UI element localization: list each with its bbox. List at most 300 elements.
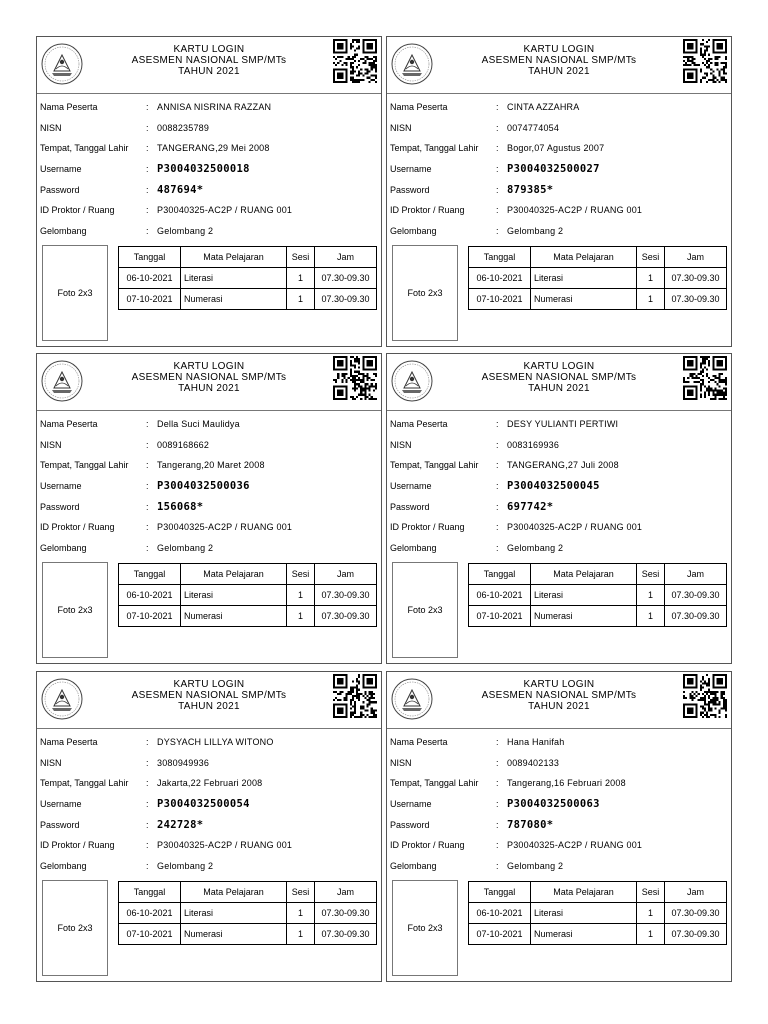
field-colon: :	[146, 122, 149, 133]
field-username	[390, 159, 730, 180]
field-proctor	[40, 835, 380, 856]
field-nisn	[390, 435, 730, 456]
schedule-header-row	[119, 247, 377, 268]
field-wave	[40, 221, 380, 242]
schedule-header-cell: Jam	[665, 882, 727, 903]
field-colon: :	[146, 522, 149, 533]
participant-password: 697742*	[507, 500, 554, 513]
participant-nisn: 3080949936	[157, 757, 210, 768]
field-password	[390, 815, 730, 836]
schedule-header-cell: Jam	[315, 564, 377, 585]
schedule-cell: 07.30-09.30	[315, 903, 377, 924]
participant-birth: Tangerang,20 Maret 2008	[157, 460, 265, 471]
schedule-row	[469, 606, 727, 627]
field-colon: :	[146, 861, 149, 872]
field-label: Nama Peserta	[40, 737, 98, 747]
schedule-header-cell: Tanggal	[469, 247, 531, 268]
schedule-table	[118, 563, 377, 627]
field-colon: :	[146, 102, 149, 112]
tut-wuri-handayani-logo-icon	[40, 677, 84, 721]
photo-label: Foto 2x3	[407, 288, 443, 298]
field-label: ID Proktor / Ruang	[390, 522, 465, 533]
schedule-cell: 1	[637, 903, 665, 924]
field-label: ID Proktor / Ruang	[40, 205, 115, 216]
participant-username: P3004032500027	[507, 163, 600, 176]
schedule-header-cell: Sesi	[287, 564, 315, 585]
field-wave	[390, 221, 730, 242]
field-birth	[40, 773, 380, 794]
schedule-cell: 06-10-2021	[469, 903, 531, 924]
schedule-cell: 1	[287, 903, 315, 924]
field-colon: :	[146, 205, 149, 216]
field-label: NISN	[390, 122, 412, 133]
schedule-row	[469, 924, 727, 945]
participant-username: P3004032500018	[157, 163, 250, 176]
card-subtitle: ASESMEN NASIONAL SMP/MTs	[131, 690, 287, 701]
schedule-header-cell: Jam	[315, 247, 377, 268]
field-label: Tempat, Tanggal Lahir	[390, 460, 479, 471]
participant-name: CINTA AZZAHRA	[507, 102, 580, 112]
participant-password: 242728*	[157, 818, 204, 831]
field-label: Tempat, Tanggal Lahir	[40, 143, 129, 154]
schedule-cell: 07.30-09.30	[315, 606, 377, 627]
card-title: KARTU LOGIN	[173, 44, 245, 55]
schedule-header-cell: Sesi	[637, 247, 665, 268]
field-colon: :	[146, 164, 149, 175]
participant-birth: Jakarta,22 Februari 2008	[157, 778, 263, 789]
field-label: Gelombang	[40, 861, 87, 872]
field-colon: :	[146, 481, 149, 492]
schedule-cell: Numerasi	[531, 606, 637, 627]
field-colon: :	[146, 757, 149, 768]
schedule-row	[469, 268, 727, 289]
field-username	[40, 159, 380, 180]
participant-wave: Gelombang 2	[157, 861, 214, 872]
field-username	[40, 794, 380, 815]
participant-password: 787080*	[507, 818, 554, 831]
schedule-table	[118, 881, 377, 945]
schedule-cell: 07.30-09.30	[315, 289, 377, 310]
participant-wave: Gelombang 2	[157, 543, 214, 554]
schedule-header-row	[469, 882, 727, 903]
schedule-cell: 06-10-2021	[119, 268, 181, 289]
field-colon: :	[146, 778, 149, 789]
schedule-cell: 07-10-2021	[469, 924, 531, 945]
field-proctor	[390, 835, 730, 856]
card-header	[387, 354, 731, 411]
field-colon: :	[496, 522, 499, 533]
field-label: Password	[40, 819, 80, 830]
field-username	[390, 794, 730, 815]
schedule-cell: 07.30-09.30	[665, 289, 727, 310]
field-colon: :	[496, 460, 499, 471]
qr-code-icon	[683, 356, 727, 400]
card-header	[37, 354, 381, 411]
schedule-cell: Literasi	[181, 585, 287, 606]
tut-wuri-handayani-logo-icon	[40, 42, 84, 86]
photo-label: Foto 2x3	[57, 605, 93, 615]
login-card	[36, 36, 382, 347]
schedule-row	[119, 924, 377, 945]
field-colon: :	[496, 205, 499, 216]
field-label: Username	[40, 799, 82, 810]
field-label: ID Proktor / Ruang	[40, 522, 115, 533]
participant-password: 156068*	[157, 500, 204, 513]
field-label: Nama Peserta	[40, 102, 98, 112]
field-label: Username	[40, 164, 82, 175]
field-username	[390, 476, 730, 497]
field-colon: :	[146, 143, 149, 154]
participant-name: Della Suci Maulidya	[157, 419, 240, 429]
field-colon: :	[496, 481, 499, 492]
field-nisn	[390, 118, 730, 139]
field-colon: :	[496, 143, 499, 154]
field-label: Password	[40, 184, 80, 195]
field-label: Username	[390, 799, 432, 810]
participant-password: 879385*	[507, 183, 554, 196]
card-header	[387, 672, 731, 729]
schedule-cell: 1	[287, 924, 315, 945]
photo-label: Foto 2x3	[407, 605, 443, 615]
schedule-row	[469, 289, 727, 310]
schedule-header-cell: Mata Pelajaran	[181, 882, 287, 903]
field-colon: :	[496, 102, 499, 112]
schedule-header-cell: Jam	[665, 247, 727, 268]
card-year: TAHUN 2021	[178, 66, 240, 77]
field-colon: :	[146, 543, 149, 554]
participant-name: ANNISA NISRINA RAZZAN	[157, 102, 272, 112]
card-title-block	[97, 361, 321, 394]
participant-fields	[40, 414, 380, 559]
field-proctor	[390, 517, 730, 538]
card-subtitle: ASESMEN NASIONAL SMP/MTs	[481, 690, 637, 701]
card-title: KARTU LOGIN	[523, 361, 595, 372]
qr-code-icon	[683, 674, 727, 718]
participant-birth: TANGERANG,27 Juli 2008	[507, 460, 619, 471]
schedule-cell: 07-10-2021	[119, 289, 181, 310]
field-label: Password	[390, 184, 430, 195]
schedule-cell: 1	[637, 606, 665, 627]
schedule-cell: 07.30-09.30	[665, 268, 727, 289]
card-header	[37, 37, 381, 94]
schedule-cell: 07.30-09.30	[665, 585, 727, 606]
schedule-cell: 07-10-2021	[469, 289, 531, 310]
photo-label: Foto 2x3	[57, 288, 93, 298]
schedule-cell: 07-10-2021	[119, 606, 181, 627]
field-label: NISN	[40, 439, 62, 450]
schedule-cell: 07-10-2021	[119, 924, 181, 945]
field-colon: :	[496, 164, 499, 175]
schedule-row	[119, 903, 377, 924]
participant-name: DESY YULIANTI PERTIWI	[507, 419, 619, 429]
schedule-table	[118, 246, 377, 310]
schedule-header-cell: Tanggal	[119, 882, 181, 903]
schedule-header-cell: Mata Pelajaran	[181, 247, 287, 268]
card-year: TAHUN 2021	[528, 383, 590, 394]
schedule-cell: 07.30-09.30	[315, 585, 377, 606]
card-header	[37, 672, 381, 729]
participant-proctor: P30040325-AC2P / RUANG 001	[507, 205, 643, 216]
schedule-row	[119, 289, 377, 310]
schedule-row	[469, 585, 727, 606]
participant-password: 487694*	[157, 183, 204, 196]
schedule-cell: Literasi	[181, 268, 287, 289]
field-birth	[40, 455, 380, 476]
field-colon: :	[496, 501, 499, 512]
field-colon: :	[146, 840, 149, 851]
schedule-cell: 1	[637, 585, 665, 606]
field-label: Username	[40, 481, 82, 492]
field-proctor	[40, 200, 380, 221]
field-label: NISN	[40, 757, 62, 768]
card-year: TAHUN 2021	[178, 383, 240, 394]
field-label: Nama Peserta	[40, 419, 98, 429]
schedule-header-cell: Tanggal	[119, 247, 181, 268]
qr-code-icon	[333, 356, 377, 400]
schedule-cell: Numerasi	[181, 289, 287, 310]
card-subtitle: ASESMEN NASIONAL SMP/MTs	[131, 372, 287, 383]
field-proctor	[390, 200, 730, 221]
field-nisn	[40, 753, 380, 774]
login-card	[36, 671, 382, 982]
schedule-cell: Literasi	[531, 903, 637, 924]
field-colon: :	[496, 419, 499, 429]
photo-label: Foto 2x3	[57, 923, 93, 933]
schedule-row	[469, 903, 727, 924]
schedule-cell: 1	[287, 585, 315, 606]
field-label: NISN	[390, 757, 412, 768]
field-birth	[40, 138, 380, 159]
card-title-block	[97, 679, 321, 712]
field-label: Tempat, Tanggal Lahir	[390, 778, 479, 789]
field-colon: :	[496, 543, 499, 554]
qr-code-icon	[683, 39, 727, 83]
card-title: KARTU LOGIN	[523, 44, 595, 55]
schedule-cell: 07.30-09.30	[665, 903, 727, 924]
field-label: Gelombang	[390, 226, 437, 237]
login-card	[386, 353, 732, 664]
card-year: TAHUN 2021	[528, 66, 590, 77]
schedule-header-cell: Sesi	[287, 882, 315, 903]
field-name	[40, 414, 380, 435]
schedule-row	[119, 268, 377, 289]
field-nisn	[390, 753, 730, 774]
schedule-cell: 07.30-09.30	[315, 268, 377, 289]
schedule-table	[468, 563, 727, 627]
field-name	[390, 732, 730, 753]
tut-wuri-handayani-logo-icon	[390, 677, 434, 721]
field-label: NISN	[390, 439, 412, 450]
participant-proctor: P30040325-AC2P / RUANG 001	[157, 840, 293, 851]
field-label: Gelombang	[390, 861, 437, 872]
schedule-cell: 06-10-2021	[469, 585, 531, 606]
field-colon: :	[146, 460, 149, 471]
field-colon: :	[496, 439, 499, 450]
schedule-cell: 1	[637, 268, 665, 289]
field-label: Password	[40, 501, 80, 512]
card-year: TAHUN 2021	[528, 701, 590, 712]
field-label: Nama Peserta	[390, 102, 448, 112]
schedule-cell: Literasi	[181, 903, 287, 924]
schedule-table	[468, 881, 727, 945]
field-label: ID Proktor / Ruang	[390, 840, 465, 851]
photo-placeholder	[42, 880, 108, 976]
schedule-header-row	[469, 247, 727, 268]
card-title: KARTU LOGIN	[173, 679, 245, 690]
field-wave	[40, 538, 380, 559]
participant-fields	[390, 414, 730, 559]
field-label: NISN	[40, 122, 62, 133]
field-label: Tempat, Tanggal Lahir	[390, 143, 479, 154]
schedule-cell: Numerasi	[531, 289, 637, 310]
field-username	[40, 476, 380, 497]
field-colon: :	[146, 819, 149, 830]
field-nisn	[40, 435, 380, 456]
schedule-header-cell: Sesi	[637, 882, 665, 903]
tut-wuri-handayani-logo-icon	[390, 359, 434, 403]
schedule-cell: 06-10-2021	[119, 585, 181, 606]
field-label: Gelombang	[390, 543, 437, 554]
schedule-cell: 06-10-2021	[469, 268, 531, 289]
schedule-cell: 07.30-09.30	[665, 924, 727, 945]
schedule-header-cell: Tanggal	[469, 564, 531, 585]
schedule-cell: Numerasi	[531, 924, 637, 945]
schedule-header-cell: Jam	[665, 564, 727, 585]
field-label: Username	[390, 481, 432, 492]
card-header	[387, 37, 731, 94]
schedule-cell: Numerasi	[181, 606, 287, 627]
field-label: Nama Peserta	[390, 419, 448, 429]
field-label: ID Proktor / Ruang	[40, 840, 115, 851]
field-password	[40, 815, 380, 836]
participant-username: P3004032500045	[507, 480, 600, 493]
participant-wave: Gelombang 2	[507, 861, 564, 872]
field-password	[40, 180, 380, 201]
field-birth	[390, 138, 730, 159]
participant-nisn: 0074774054	[507, 122, 560, 133]
field-colon: :	[496, 799, 499, 810]
field-colon: :	[146, 501, 149, 512]
participant-wave: Gelombang 2	[157, 226, 214, 237]
participant-name: Hana Hanifah	[507, 737, 565, 747]
participant-username: P3004032500063	[507, 798, 600, 811]
schedule-header-cell: Jam	[315, 882, 377, 903]
field-password	[390, 180, 730, 201]
participant-fields	[390, 97, 730, 242]
field-colon: :	[146, 737, 149, 747]
field-label: Tempat, Tanggal Lahir	[40, 460, 129, 471]
photo-placeholder	[392, 245, 458, 341]
card-title-block	[97, 44, 321, 77]
field-colon: :	[496, 737, 499, 747]
participant-fields	[390, 732, 730, 877]
field-label: Password	[390, 819, 430, 830]
schedule-header-row	[469, 564, 727, 585]
field-birth	[390, 455, 730, 476]
participant-fields	[40, 732, 380, 877]
field-colon: :	[496, 861, 499, 872]
schedule-header-cell: Mata Pelajaran	[181, 564, 287, 585]
participant-username: P3004032500054	[157, 798, 250, 811]
field-name	[40, 97, 380, 118]
card-title-block	[447, 361, 671, 394]
field-label: Tempat, Tanggal Lahir	[40, 778, 129, 789]
schedule-cell: 07-10-2021	[469, 606, 531, 627]
participant-birth: Bogor,07 Agustus 2007	[507, 143, 605, 154]
field-colon: :	[146, 184, 149, 195]
field-name	[390, 97, 730, 118]
participant-wave: Gelombang 2	[507, 226, 564, 237]
photo-placeholder	[392, 562, 458, 658]
schedule-cell: 06-10-2021	[119, 903, 181, 924]
participant-proctor: P30040325-AC2P / RUANG 001	[157, 522, 293, 533]
field-colon: :	[496, 184, 499, 195]
participant-nisn: 0089168662	[157, 439, 210, 450]
field-label: Nama Peserta	[390, 737, 448, 747]
field-wave	[390, 538, 730, 559]
card-title: KARTU LOGIN	[523, 679, 595, 690]
schedule-header-cell: Tanggal	[119, 564, 181, 585]
schedule-row	[119, 606, 377, 627]
login-card	[36, 353, 382, 664]
participant-nisn: 0089402133	[507, 757, 560, 768]
schedule-cell: 1	[287, 268, 315, 289]
schedule-cell: Literasi	[531, 585, 637, 606]
schedule-cell: 1	[637, 924, 665, 945]
schedule-cell: 1	[637, 289, 665, 310]
participant-proctor: P30040325-AC2P / RUANG 001	[507, 840, 643, 851]
participant-name: DYSYACH LILLYA WITONO	[157, 737, 274, 747]
schedule-cell: Numerasi	[181, 924, 287, 945]
card-subtitle: ASESMEN NASIONAL SMP/MTs	[481, 55, 637, 66]
schedule-header-cell: Mata Pelajaran	[531, 882, 637, 903]
field-colon: :	[496, 757, 499, 768]
schedule-table	[468, 246, 727, 310]
field-label: Password	[390, 501, 430, 512]
field-label: Gelombang	[40, 543, 87, 554]
qr-code-icon	[333, 674, 377, 718]
card-subtitle: ASESMEN NASIONAL SMP/MTs	[481, 372, 637, 383]
field-proctor	[40, 517, 380, 538]
participant-birth: TANGERANG,29 Mei 2008	[157, 143, 270, 154]
participant-nisn: 0083169936	[507, 439, 560, 450]
field-wave	[390, 856, 730, 877]
field-nisn	[40, 118, 380, 139]
participant-proctor: P30040325-AC2P / RUANG 001	[507, 522, 643, 533]
participant-fields	[40, 97, 380, 242]
field-password	[390, 497, 730, 518]
tut-wuri-handayani-logo-icon	[40, 359, 84, 403]
field-name	[390, 414, 730, 435]
schedule-cell: Literasi	[531, 268, 637, 289]
field-password	[40, 497, 380, 518]
field-birth	[390, 773, 730, 794]
field-colon: :	[146, 226, 149, 237]
card-subtitle: ASESMEN NASIONAL SMP/MTs	[131, 55, 287, 66]
field-colon: :	[496, 122, 499, 133]
card-year: TAHUN 2021	[178, 701, 240, 712]
tut-wuri-handayani-logo-icon	[390, 42, 434, 86]
login-card	[386, 36, 732, 347]
schedule-row	[119, 585, 377, 606]
photo-placeholder	[42, 562, 108, 658]
schedule-header-cell: Sesi	[637, 564, 665, 585]
field-label: Gelombang	[40, 226, 87, 237]
participant-proctor: P30040325-AC2P / RUANG 001	[157, 205, 293, 216]
field-colon: :	[496, 226, 499, 237]
card-title-block	[447, 44, 671, 77]
photo-placeholder	[392, 880, 458, 976]
